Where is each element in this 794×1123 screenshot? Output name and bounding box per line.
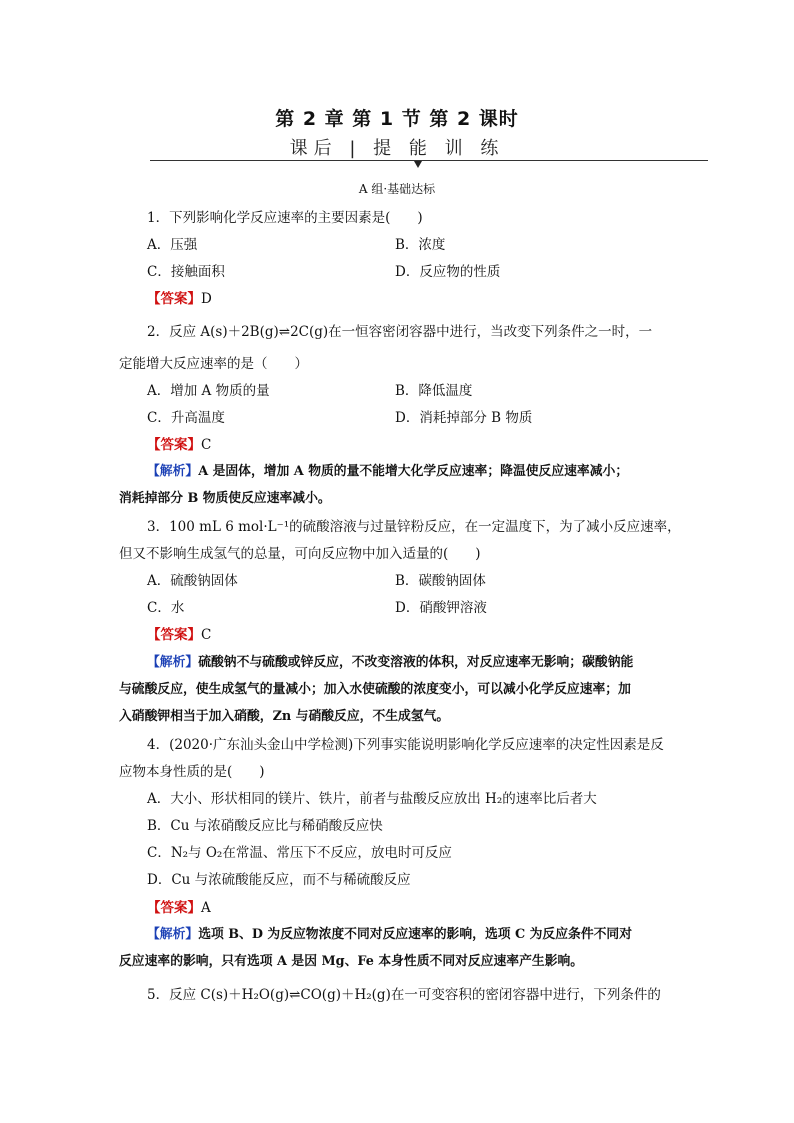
answer-tag: 【答案】 bbox=[147, 437, 201, 453]
q3-option-c: C．水 bbox=[147, 600, 185, 616]
q5-stem-line1: 5．反应 C(s)＋H₂O(g)⇌CO(g)＋H₂(g)在一可变容积的密闭容器中进行，下列条件的 bbox=[147, 987, 661, 1003]
q3-stem-line1: 3．100 mL 6 mol·L⁻¹的硫酸溶液与过量锌粉反应，在一定温度下，为了减小反应速率， bbox=[147, 519, 681, 535]
group-title: A 组·基础达标 bbox=[358, 182, 436, 196]
q4-answer bbox=[147, 898, 211, 918]
q3-analysis-line3: 入硝酸钾相当于加入硝酸，Zn 与硝酸反应，不生成氢气。 bbox=[119, 709, 450, 724]
answer-value: D bbox=[201, 291, 212, 307]
page-subtitle: 课后 | 提 能 训 练 bbox=[289, 138, 505, 159]
answer-tag: 【答案】 bbox=[147, 627, 201, 643]
page-title: 第 2 章 第 1 节 第 2 课时 bbox=[275, 108, 519, 130]
q2-analysis-line2: 消耗掉部分 B 物质使反应速率减小。 bbox=[119, 491, 331, 506]
analysis-tag: 【解析】 bbox=[147, 655, 199, 670]
analysis-text: 硫酸钠不与硫酸或锌反应，不改变溶液的体积，对反应速率无影响；碳酸钠能 bbox=[198, 655, 634, 670]
triangle-marker-icon bbox=[414, 161, 422, 168]
q1-stem: 1．下列影响化学反应速率的主要因素是( ) bbox=[147, 210, 423, 226]
q4-analysis-line2: 反应速率的影响，只有选项 A 是因 Mg、Fe 本身性质不同对反应速率产生影响。 bbox=[119, 954, 584, 969]
q3-option-b: B．碳酸钠固体 bbox=[395, 573, 486, 589]
q4-stem-line2: 应物本身性质的是( ) bbox=[119, 764, 265, 780]
q3-analysis-line2: 与硫酸反应，使生成氢气的量减小；加入水使硫酸的浓度变小，可以减小化学反应速率；加 bbox=[119, 682, 631, 697]
q2-option-d: D．消耗掉部分 B 物质 bbox=[395, 410, 533, 426]
q4-stem-line1: 4．(2020·广东汕头金山中学检测)下列事实能说明影响化学反应速率的决定性因素是反 bbox=[147, 737, 664, 753]
q2-option-b: B．降低温度 bbox=[395, 383, 473, 399]
header-rule bbox=[150, 160, 708, 161]
q2-stem-line2: 定能增大反应速率的是（ ） bbox=[119, 356, 308, 372]
q2-option-a: A．增加 A 物质的量 bbox=[147, 383, 270, 399]
q4-option-b: B．Cu 与浓硝酸反应比与稀硝酸反应快 bbox=[147, 818, 383, 834]
q4-option-a: A．大小、形状相同的镁片、铁片，前者与盐酸反应放出 H₂的速率比后者大 bbox=[147, 791, 597, 807]
answer-value: A bbox=[201, 900, 211, 916]
q2-option-c: C．升高温度 bbox=[147, 410, 225, 426]
q3-stem-line2: 但又不影响生成氢气的总量，可向反应物中加入适量的( ) bbox=[119, 546, 481, 562]
q2-answer bbox=[147, 435, 211, 455]
q4-option-c: C．N₂与 O₂在常温、常压下不反应，放电时可反应 bbox=[147, 845, 452, 861]
q1-option-b: B．浓度 bbox=[395, 237, 446, 253]
q3-option-d: D．硝酸钾溶液 bbox=[395, 600, 487, 616]
answer-value: C bbox=[201, 627, 212, 643]
q2-stem-line1: 2．反应 A(s)＋2B(g)⇌2C(g)在一恒容密闭容器中进行，当改变下列条件之一时，一 bbox=[147, 324, 653, 340]
answer-tag: 【答案】 bbox=[147, 900, 201, 916]
q3-answer bbox=[147, 625, 211, 645]
analysis-tag: 【解析】 bbox=[147, 464, 199, 479]
q1-option-d: D．反应物的性质 bbox=[395, 264, 501, 280]
analysis-tag: 【解析】 bbox=[147, 927, 199, 942]
answer-value: C bbox=[201, 437, 212, 453]
q1-answer bbox=[147, 289, 212, 309]
q4-option-d: D．Cu 与浓硫酸能反应，而不与稀硫酸反应 bbox=[147, 872, 411, 888]
q1-option-c: C．接触面积 bbox=[147, 264, 225, 280]
answer-tag: 【答案】 bbox=[147, 291, 201, 307]
q3-analysis-line1 bbox=[147, 653, 633, 673]
analysis-text: 选项 B、D 为反应物浓度不同对反应速率的影响，选项 C 为反应条件不同对 bbox=[198, 927, 633, 942]
q1-option-a: A．压强 bbox=[147, 237, 198, 253]
q3-option-a: A．硫酸钠固体 bbox=[147, 573, 238, 589]
analysis-text: A 是固体，增加 A 物质的量不能增大化学反应速率；降温使反应速率减小； bbox=[198, 464, 629, 479]
q2-analysis-line1 bbox=[147, 462, 628, 482]
q4-analysis-line1 bbox=[147, 925, 632, 945]
